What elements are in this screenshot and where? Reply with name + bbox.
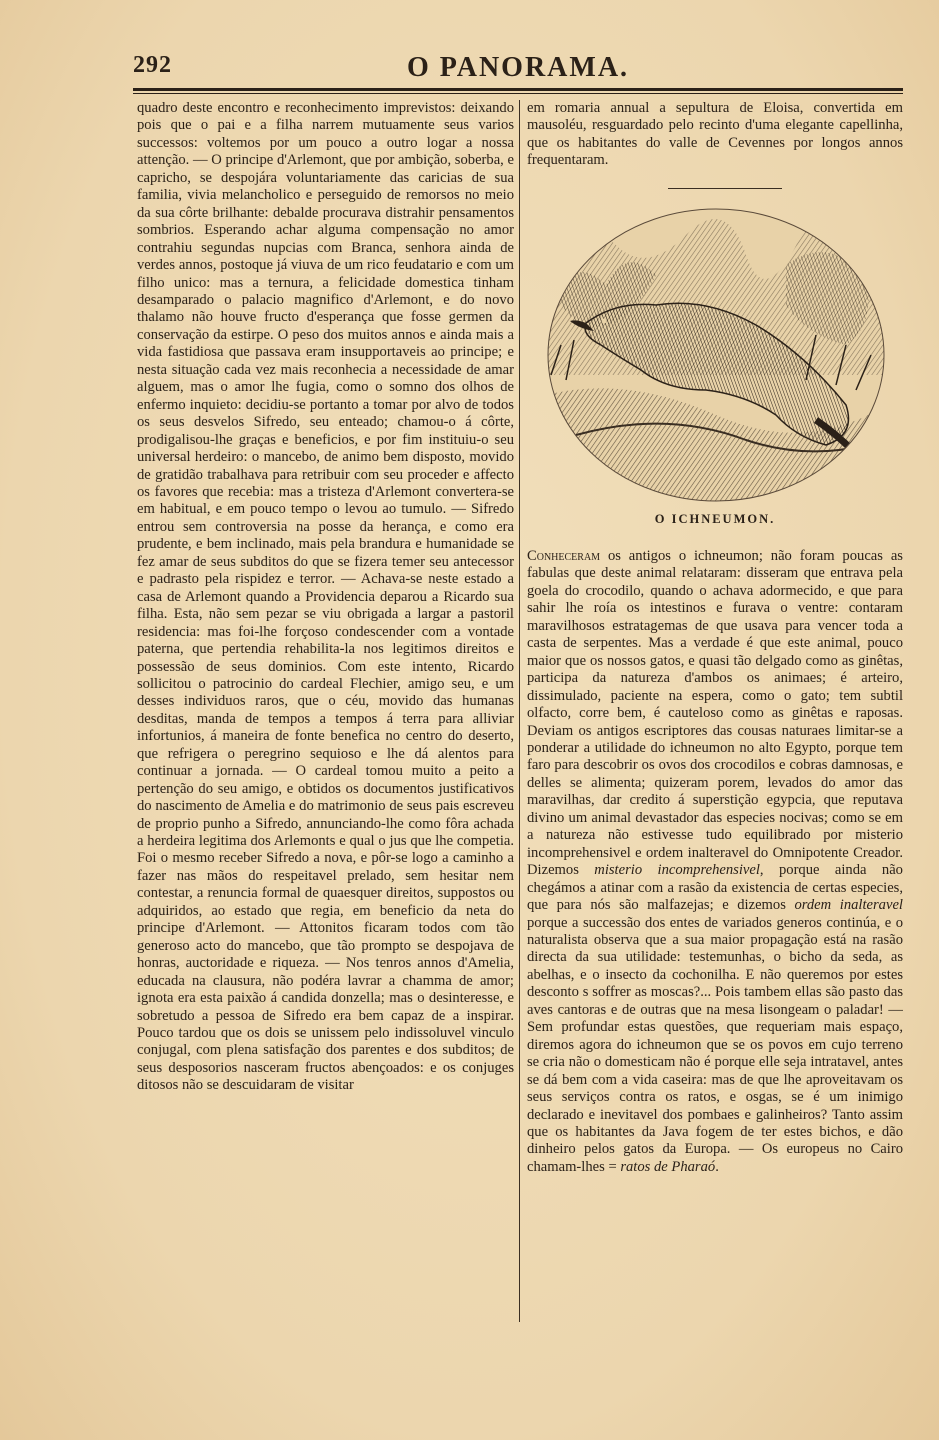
ichneumon-illustration-icon: [546, 205, 886, 505]
journal-title: O PANORAMA.: [406, 52, 630, 83]
article-emphasis-2: ordem inalteravel: [794, 897, 903, 914]
header-rule-thick: [133, 88, 903, 91]
article-ichneumon: [527, 548, 903, 1328]
figure-caption: O ICHNEUMON.: [654, 512, 776, 526]
article-paragraph: [527, 548, 903, 1176]
article-dropcap: Conheceram: [527, 548, 601, 564]
article-text-part2: , porque ainda não chegámos a atinar com a rasão da existencia de certas especies, que para nós são malfazejas; e dizemos: [527, 862, 903, 914]
continuation-text: em romaria annual a sepultura de Eloisa, convertida em mausoléu, resguardado pelo recinto d'uma elegante capellinha, que os habitantes do valle de Cevennes por longos annos frequentaram.: [527, 100, 903, 169]
ichneumon-engraving: [546, 205, 886, 505]
header-rule-thin: [133, 93, 903, 94]
article-emphasis-3: ratos de Pharaó: [620, 1158, 716, 1175]
left-column-text: quadro deste encontro e reconhecimento imprevistos: deixando pois que o pai e a filha narrem mutuamente seus varios successos: voltemos por um pouco a outro logar a nossa attenção. — O principe d'Arlemont, que por ambição, soberba, e capricho, se despojára voluntariamente das caricias de sua familia, vivia melancholico e perseguido de remorsos no meio da sua côrte brilhante: debalde procurava distrahir pensamentos sombrios. Esperando achar alguma compensação no amor contrahiu segundas nupcias com Branca, senhora ainda de verdes annos, postoque já viuva de um rico feudatario e com um filho unico: mas a ternura, a felicidade domestica tinham desamparado o palacio magnifico d'Arlemont, e do novo thalamo não houve fructo d'esperança que fosse germen da conservação da estirpe. O peso dos muitos annos e ainda mais a vida fastidiosa que passava eram insupportaveis ao principe; e nesta situação cada vez mais reconhecia a necessidade de amar alguem, mas o amor lhe fugia, como o somno dos olhos de enfermo inquieto: decidiu-se portanto a tomar por alvo de todos os seus desvelos Sifredo, seu enteado; chamou-o á côrte, prodigalisou-lhe graças e beneficios, e por fim instituiu-o seu universal herdeiro: o mancebo, de animo bem disposto, movido de gratidão trabalhava para retribuir com seu proceder e affecto os favores que recebia: mas a tristeza d'Arlemont convertera-se em habitual, e em pouco tempo o levou ao tumulo. — Sifredo entrou sem controversia na posse da herança, e como era prudente, e bem inclinado, mais pela brandura e humanidade se fez amar de seus subditos do que se fizera temer seu antecessor e padrasto pela rispidez e terror. — Achava-se neste estado a casa de Arlemont quando a Providencia deparou a Ricardo sua filha. Esta, não sem pezar se viu obrigada a largar a pastoril residencia: mas foi-lhe forçoso condescender com a vontade paterna, que pertendia rehabilita-la nos legitimos direitos e possessão de seus dominios. Com este intento, Ricardo sollicitou o patrocinio do cardeal Flechier, amigo seu, e um desses individuos raros, que o céu, movido das humanas desditas, manda de tempos a tempos á terra para alliviar infortunios, á maneira de fonte benefica no centro do deserto, que refrigera o peregrino sequioso e lhe dá alentos para continuar a jornada. — O cardeal tomou muito a peito a pertenção do seu amigo, e obtidos os documentos justificativos do nascimento de Amelia e do matrimonio de seus pais escreveu de proprio punho a Sifredo, annunciando-lhe como fôra achada a herdeira legitima dos Arlemonts e qual o jus que lhe competia. Foi o mesmo receber Sifredo a nova, e pôr-se logo a caminho a fazer nas mãos do respeitavel prelado, sem hesitar nem contestar, a renuncia formal de quaesquer direitos, suppostos ou adquiridos, ao estado que regia, em beneficio da neta do principe d'Arlemont. — Attonitos ficaram todos com tão generoso acto do mancebo, que tão prompto se despojava de honras, auctoridade e riqueza. — Nos tenros annos d'Amelia, educada na clausura, não podéra lavrar a chamma de amor; ignota era esta paixão á candida donzella; mas o desinteresse, e sobretudo a pessoa de Sifredo era bem capaz de a inspirar. Pouco tardou que os dois se unissem pelo indissoluvel vinculo conjugal, com plena satisfação dos parentes e dos subditos; de seus desposorios nasceram fructos abençoados: e os conjuges ditosos não se descuidaram de visitar: [137, 100, 514, 1094]
article-text-part3: porque a successão dos entes de variados generos continúa, e o naturalista observa que a sua maior propagação está na rasão directa da sua utilidade: testemunhas, o bicho da seda, as abelhas, e o insecto da cochonilha. E não queremos por estes desconto s soffrer as moscas?... Pois tambem ellas são pasto das aves cantoras e de outras que na mesa lisongeam o paladar! — Sem profundar estas questões, que requeriam mais espaço, diremos agora do ichneumon que se os povos em cujo terreno se cria não o domesticam não é porque elle seja intratavel, antes se dá bem com a vida caseira: mas de que lhe aproveitavam os seus serviços contra os ratos, e osgas, se é um inimigo declarado e inevitavel dos pombaes e galinheiros? Tanto assim que os habitantes da Java fogem de ter estes bichos, e dão dinheiro pelos gatos da Europa. — Os europeus no Cairo chamam-lhes =: [527, 914, 903, 1175]
section-separator: [668, 188, 782, 189]
page-header: [133, 52, 903, 88]
article-text-part1: os antigos o ichneumon; não foram poucas as fabulas que deste animal relataram: disseram que entrava pela goela do crocodilo, quando o achava adormecido, e que para sahir lhe roía os intestinos e furava o ventre: contaram maravilhosos estratagemas de que usava para vencer toda a casta de serpentes. Mas a verdade é que este animal, pouco maior que os nossos gatos, e quasi tão delgado como as ginêtas, participa da natureza d'ambos os animaes; é arteiro, dissimulado, paciente na espera, como o gato; tem subtil olfacto, corre bem, é cauteloso como as ginêtas e raposas. Deviam os antigos escriptores das cousas naturaes limitar-se a ponderar a utilidade do ichneumon no alto Egypto, porque tem faro para descobrir os ovos dos crocodilos e cobras damnosas, e delles se alimenta; quizeram porem, levados do amor das maravilhas, dar credito á superstição egypcia, que reputava divino um animal devastador das especies nocivas; como se em a natureza não estivesse tudo equilibrado por misterio incomprehensivel e ordem inalteravel do Omnipotente Creador. Dizemos: [527, 548, 903, 879]
article-emphasis-1: misterio incomprehensivel: [594, 862, 760, 879]
column-divider: [519, 100, 520, 1322]
article-text-end: .: [715, 1158, 719, 1175]
left-column: [137, 100, 514, 1328]
page-number: 292: [133, 52, 172, 78]
right-column-continuation: [527, 100, 903, 174]
